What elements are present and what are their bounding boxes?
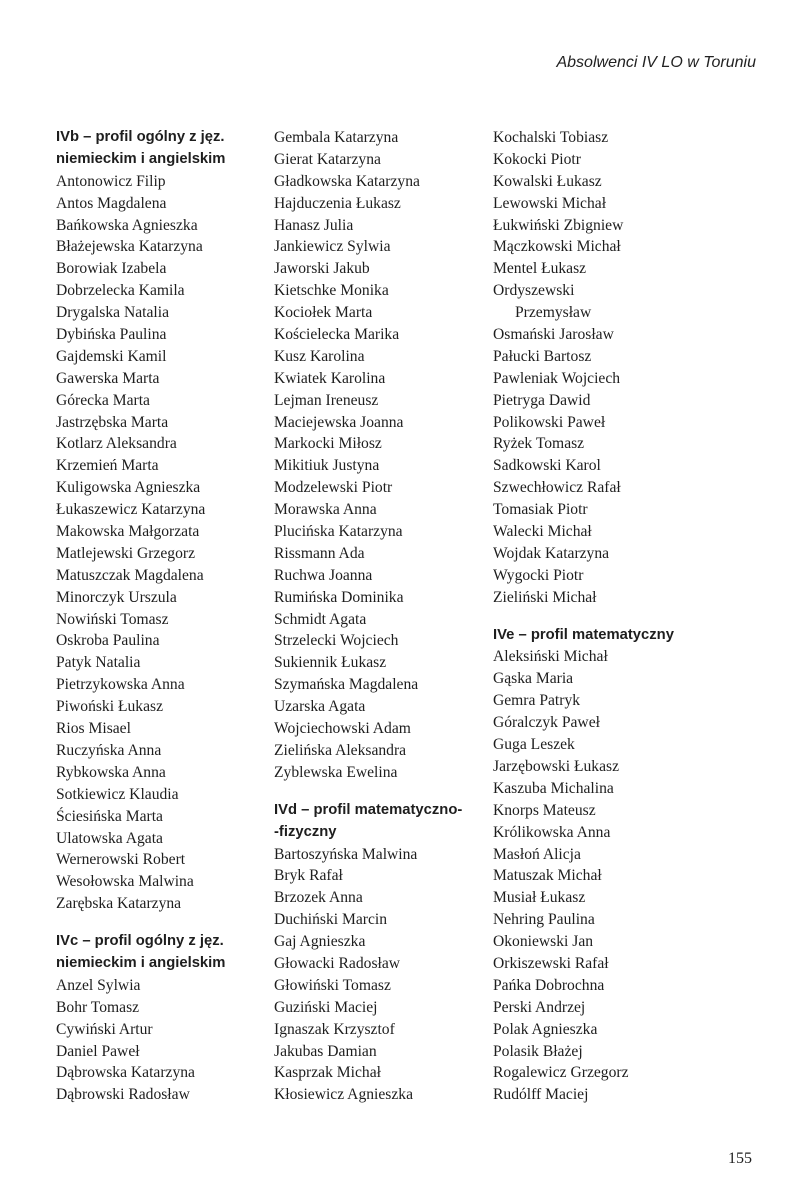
student-name: Aleksiński Michał — [493, 648, 608, 666]
student-name: Wygocki Piotr — [493, 566, 584, 584]
section-heading-line: IVb – profil ogólny z jęz. — [56, 129, 225, 145]
name-list — [493, 127, 743, 609]
student-name: Kościelecka Marika — [274, 326, 400, 344]
student-name: Gemra Patryk — [493, 692, 581, 710]
column-2 — [274, 127, 484, 1106]
section-heading-line: niemieckim i angielskim — [56, 954, 226, 971]
student-name: Kociołek Marta — [274, 304, 373, 322]
student-name: Kowalski Łukasz — [493, 172, 602, 190]
student-name: Kwiatek Karolina — [274, 369, 386, 387]
student-name: Mentel Łukasz — [493, 260, 587, 278]
student-name: Przemysław — [515, 304, 592, 322]
student-name: Plucińska Katarzyna — [274, 523, 403, 541]
student-name: Kuligowska Agnieszka — [56, 479, 201, 497]
student-name: Zyblewska Ewelina — [274, 763, 398, 781]
student-name: Jarzębowski Łukasz — [493, 757, 620, 775]
section-heading-line: IVd – profil matematyczno- — [274, 801, 463, 818]
student-name: Duchiński Marcin — [274, 911, 388, 929]
student-name: Sadkowski Karol — [493, 457, 601, 475]
student-name: Dobrzelecka Kamila — [56, 282, 185, 300]
student-name: Ordyszewski — [493, 282, 575, 300]
section-heading — [493, 625, 743, 647]
column-1 — [56, 127, 266, 1106]
student-name: Nowiński Tomasz — [56, 610, 169, 628]
student-name: Osmański Jarosław — [493, 326, 614, 344]
student-name: Góralczyk Paweł — [493, 714, 600, 732]
student-name: Walecki Michał — [493, 523, 592, 541]
student-name: Morawska Anna — [274, 501, 377, 519]
student-name: Anzel Sylwia — [56, 976, 141, 994]
student-name: Szwechłowicz Rafał — [493, 479, 621, 497]
student-name: Kłosiewicz Agnieszka — [274, 1086, 414, 1104]
student-name: Błażejewska Katarzyna — [56, 238, 203, 256]
student-name: Górecka Marta — [56, 391, 150, 409]
student-name: Kaszuba Michalina — [493, 779, 614, 797]
name-list — [274, 127, 484, 784]
student-name: Piwoński Łukasz — [56, 698, 163, 716]
student-name: Brzozek Anna — [274, 889, 363, 907]
name-list — [56, 171, 266, 915]
student-name: Daniel Paweł — [56, 1042, 140, 1060]
section-heading-line: IVe – profil matematyczny — [493, 626, 674, 643]
student-name: Knorps Mateusz — [493, 801, 596, 819]
page-number: 155 — [728, 1150, 752, 1167]
student-name: Mikitiuk Justyna — [274, 457, 380, 475]
student-name: Dybińska Paulina — [56, 326, 167, 344]
student-name: Kochalski Tobiasz — [493, 129, 609, 146]
student-name: Królikowska Anna — [493, 823, 611, 841]
name-list — [56, 975, 266, 1106]
class-section — [274, 127, 484, 784]
class-section — [56, 127, 266, 915]
student-name: Mączkowski Michał — [493, 238, 621, 256]
student-name: Rogalewicz Grzegorz — [493, 1064, 629, 1082]
student-name: Matlejewski Grzegorz — [56, 544, 195, 562]
student-name: Rudólff Maciej — [493, 1086, 589, 1104]
student-name: Rissmann Ada — [274, 544, 365, 562]
student-name: Polasik Błażej — [493, 1042, 583, 1060]
student-name: Ściesińska Marta — [56, 807, 163, 825]
section-heading-line: niemieckim i angielskim — [56, 150, 226, 167]
student-name: Pietryga Dawid — [493, 391, 591, 409]
class-section — [56, 931, 266, 1106]
student-name: Guziński Maciej — [274, 998, 378, 1016]
section-heading — [56, 931, 266, 975]
student-name: Gładkowska Katarzyna — [274, 172, 420, 190]
student-name: Wojdak Katarzyna — [493, 544, 610, 562]
student-name: Krzemień Marta — [56, 457, 159, 475]
student-name: Rybkowska Anna — [56, 763, 166, 781]
student-name: Kokocki Piotr — [493, 150, 581, 168]
student-name: Pawleniak Wojciech — [493, 369, 621, 387]
student-name: Łukwiński Zbigniew — [493, 216, 624, 234]
student-name: Rumińska Dominika — [274, 588, 404, 606]
student-name: Matuszczak Magdalena — [56, 566, 204, 584]
column-3 — [493, 127, 743, 1106]
student-name: Gembala Katarzyna — [274, 129, 399, 146]
student-name: Matuszak Michał — [493, 867, 602, 885]
student-name: Makowska Małgorzata — [56, 523, 200, 541]
student-name: Bohr Tomasz — [56, 998, 140, 1016]
student-name: Masłoń Alicja — [493, 845, 581, 863]
student-name: Wesołowska Malwina — [56, 873, 194, 891]
student-name: Ryżek Tomasz — [493, 435, 585, 453]
student-name: Pałucki Bartosz — [493, 347, 592, 365]
student-name: Uzarska Agata — [274, 698, 366, 716]
student-name: Wernerowski Robert — [56, 851, 186, 869]
student-name: Borowiak Izabela — [56, 260, 167, 278]
student-name: Ulatowska Agata — [56, 829, 163, 847]
student-name: Minorczyk Urszula — [56, 588, 177, 606]
student-name: Łukaszewicz Katarzyna — [56, 501, 206, 519]
student-name: Kusz Karolina — [274, 347, 365, 365]
student-name: Gawerska Marta — [56, 369, 160, 387]
student-name: Modzelewski Piotr — [274, 479, 393, 497]
running-head: Absolwenci IV LO w Toruniu — [556, 54, 756, 71]
student-name: Nehring Paulina — [493, 911, 595, 929]
student-name: Gajdemski Kamil — [56, 347, 167, 365]
student-name: Patyk Natalia — [56, 654, 141, 672]
student-name: Jaworski Jakub — [274, 260, 370, 278]
student-name: Sukiennik Łukasz — [274, 654, 387, 672]
student-name: Hanasz Julia — [274, 216, 354, 234]
student-name: Gaj Agnieszka — [274, 933, 366, 951]
student-name: Bryk Rafał — [274, 867, 343, 885]
student-name: Polak Agnieszka — [493, 1020, 598, 1038]
student-name: Lejman Ireneusz — [274, 391, 379, 409]
section-heading — [56, 127, 266, 171]
student-name: Antonowicz Filip — [56, 172, 166, 190]
student-name: Antos Magdalena — [56, 194, 167, 212]
student-name: Musiał Łukasz — [493, 889, 586, 907]
section-heading-line: IVc – profil ogólny z jęz. — [56, 933, 224, 950]
student-name: Gierat Katarzyna — [274, 150, 381, 168]
student-name: Maciejewska Joanna — [274, 413, 404, 431]
student-name: Schmidt Agata — [274, 610, 367, 628]
student-name: Bartoszyńska Malwina — [274, 845, 418, 863]
student-name: Strzelecki Wojciech — [274, 632, 399, 650]
student-name: Oskroba Paulina — [56, 632, 160, 650]
student-name: Perski Andrzej — [493, 998, 586, 1016]
student-name: Wojciechowski Adam — [274, 720, 411, 738]
student-name: Polikowski Paweł — [493, 413, 606, 431]
class-section — [274, 800, 484, 1106]
student-name: Tomasiak Piotr — [493, 501, 588, 519]
section-heading-line: -fizyczny — [274, 823, 337, 840]
student-name: Lewowski Michał — [493, 194, 607, 212]
student-name: Okoniewski Jan — [493, 933, 594, 951]
class-section — [493, 625, 743, 1107]
name-list — [493, 646, 743, 1106]
student-name: Jankiewicz Sylwia — [274, 238, 391, 256]
student-name: Gąska Maria — [493, 670, 574, 688]
student-name: Guga Leszek — [493, 736, 575, 754]
student-name: Ruchwa Joanna — [274, 566, 373, 584]
student-name: Hajduczenia Łukasz — [274, 194, 401, 212]
name-list — [274, 844, 484, 1107]
student-name: Głowiński Tomasz — [274, 976, 391, 994]
student-name: Zarębska Katarzyna — [56, 895, 182, 913]
student-name: Ruczyńska Anna — [56, 741, 162, 759]
student-name: Cywiński Artur — [56, 1020, 153, 1038]
student-name: Kasprzak Michał — [274, 1064, 381, 1082]
student-name: Rios Misael — [56, 720, 131, 738]
section-heading — [274, 800, 484, 844]
student-name: Orkiszewski Rafał — [493, 954, 609, 972]
student-name: Pańka Dobrochna — [493, 976, 605, 994]
student-name: Pietrzykowska Anna — [56, 676, 185, 694]
student-name: Dąbrowska Katarzyna — [56, 1064, 195, 1082]
student-name: Sotkiewicz Klaudia — [56, 785, 179, 803]
student-name: Zieliński Michał — [493, 588, 597, 606]
student-name: Jastrzębska Marta — [56, 413, 169, 431]
student-name: Zielińska Aleksandra — [274, 741, 407, 759]
student-name: Markocki Miłosz — [274, 435, 382, 453]
student-name: Dąbrowski Radosław — [56, 1086, 190, 1104]
class-section — [493, 127, 743, 609]
student-name: Ignaszak Krzysztof — [274, 1020, 395, 1038]
student-name: Kietschke Monika — [274, 282, 389, 300]
student-name: Kotlarz Aleksandra — [56, 435, 177, 453]
student-name: Drygalska Natalia — [56, 304, 170, 322]
student-name: Jakubas Damian — [274, 1042, 377, 1060]
student-name: Głowacki Radosław — [274, 954, 401, 972]
student-name: Szymańska Magdalena — [274, 676, 419, 694]
student-name: Bańkowska Agnieszka — [56, 216, 198, 234]
